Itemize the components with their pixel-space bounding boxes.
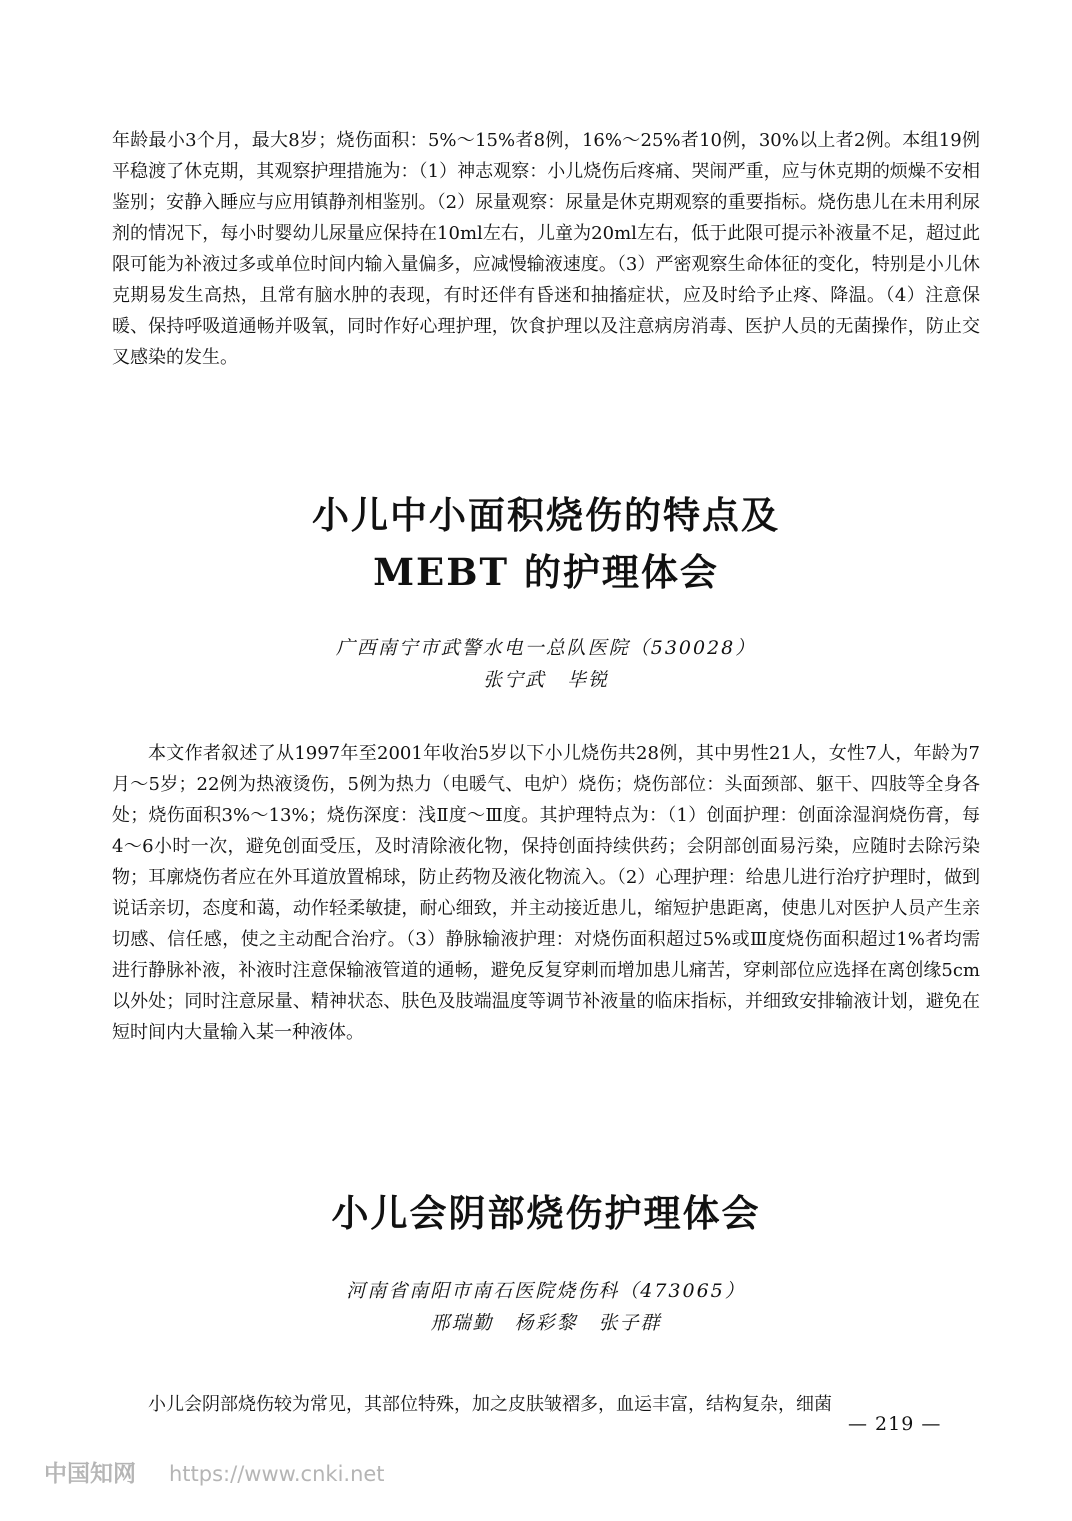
article2-title: 小儿会阴部烧伤护理体会 bbox=[331, 1192, 761, 1235]
article2-affiliation: 河南省南阳市南石医院烧伤科（473065） bbox=[346, 1280, 746, 1302]
article1-body bbox=[112, 738, 980, 1048]
cnki-watermark bbox=[44, 1457, 385, 1491]
article1-authors: 张宁武 毕锐 bbox=[482, 669, 609, 691]
article1-title-line2: MEBT 的护理体会 bbox=[373, 550, 719, 594]
article1-title-line1: 小儿中小面积烧伤的特点及 bbox=[312, 494, 780, 537]
article2-byline bbox=[112, 1275, 980, 1339]
article2-body-text: 小儿会阴部烧伤较为常见，其部位特殊，加之皮肤皱褶多，血运丰富，结构复杂，细菌 bbox=[148, 1394, 832, 1415]
page-number: — 219 — bbox=[848, 1413, 942, 1435]
cnki-url-link[interactable]: https://www.cnki.net bbox=[169, 1462, 385, 1486]
article1-body-text: 本文作者叙述了从1997年至2001年收治5岁以下小儿烧伤共28例，其中男性21人，女性7人，年龄为7月～5岁；22例为热液烫伤，5例为热力（电暖气、电炉）烧伤；烧伤部位：头面颈部、躯干、四肢等全身各处；烧伤面积3%～13%；烧伤深度：浅Ⅱ度～Ⅲ度。其护理特点为：（1）创面护理：创面涂湿润烧伤膏，每4～6小时一次，避免创面受压，及时清除液化物，保持创面持续供药；会阴部创面易污染，应随时去除污染物；耳廓烧伤者应在外耳道放置棉球，防止药物及液化物流入。（2）心理护理：给患儿进行治疗护理时，做到说话亲切，态度和蔼，动作轻柔敏捷，耐心细致，并主动接近患儿，缩短护患距离，使患儿对医护人员产生亲切感、信任感，使之主动配合治疗。（3）静脉输液护理：对烧伤面积超过5%或Ⅲ度烧伤面积超过1%者均需进行静脉补液，补液时注意保输液管道的通畅，避免反复穿刺而增加患儿痛苦，穿刺部位应选择在离创缘5cm以外处；同时注意尿量、精神状态、肤色及肢端温度等调节补液量的临床指标，并细致安排输液计划，避免在短时间内大量输入某一种液体。 bbox=[112, 743, 980, 1043]
cnki-brand[interactable]: 中国知网 bbox=[44, 1461, 136, 1487]
article1-title bbox=[112, 488, 980, 600]
article1-affiliation: 广西南宁市武警水电一总队医院（530028） bbox=[335, 637, 757, 659]
intro-paragraph-text: 年龄最小3个月，最大8岁；烧伤面积：5%～15%者8例，16%～25%者10例，30%以上者2例。本组19例平稳渡了休克期，其观察护理措施为：（1）神志观察：小儿烧伤后疼痛、哭闹严重，应与休克期的烦燥不安相鉴别；安静入睡应与应用镇静剂相鉴别。（2）尿量观察：尿量是休克期观察的重要指标。烧伤患儿在未用利尿剂的情况下，每小时婴幼儿尿量应保持在10ml左右，儿童为20ml左右，低于此限可提示补液量不足，超过此限可能为补液过多或单位时间内输入量偏多，应减慢输液速度。（3）严密观察生命体征的变化，特别是小儿休克期易发生高热，且常有脑水肿的表现，有时还伴有昏迷和抽搐症状，应及时给予止疼、降温。（4）注意保暖、保持呼吸道通畅并吸氧，同时作好心理护理，饮食护理以及注意病房消毒、医护人员的无菌操作，防止交叉感染的发生。 bbox=[112, 130, 980, 368]
article2-authors: 邢瑞勤 杨彩黎 张子群 bbox=[430, 1312, 662, 1334]
article1-byline bbox=[112, 632, 980, 696]
intro-paragraph bbox=[112, 125, 980, 373]
